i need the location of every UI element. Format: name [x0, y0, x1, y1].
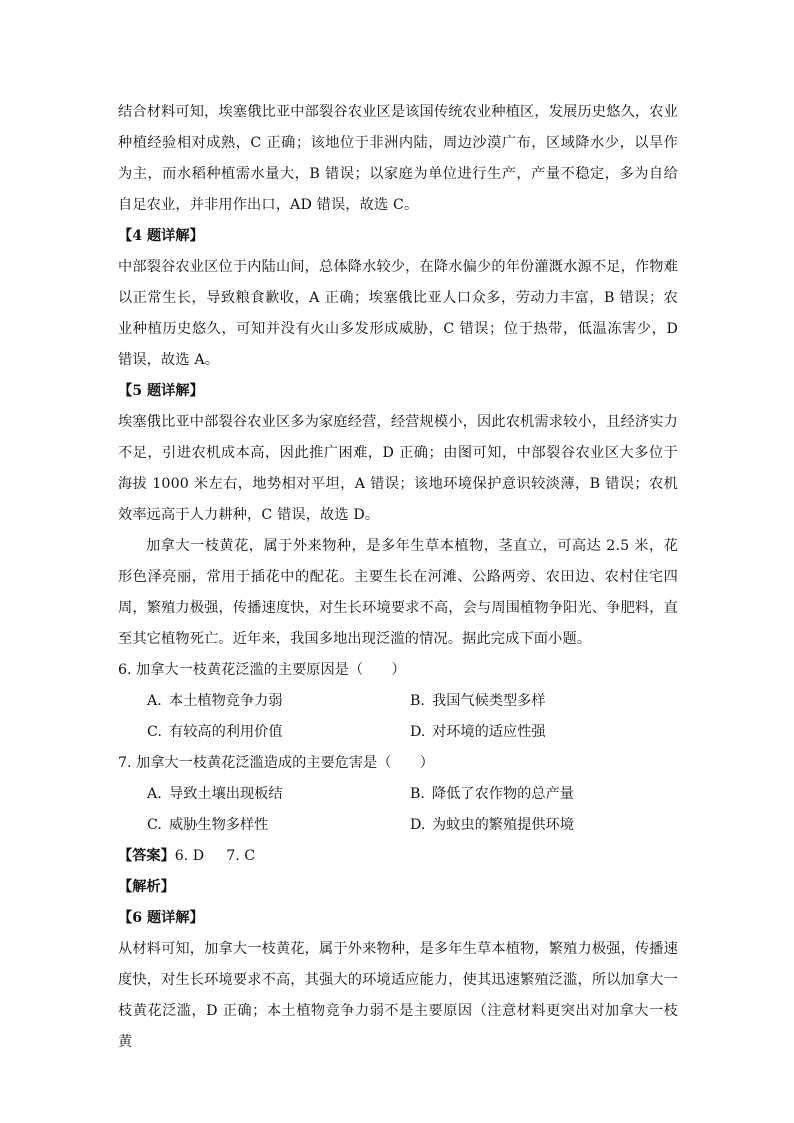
question-7-options: [118, 779, 678, 841]
q6-explanation: 从材料可知，加拿大一枝黄花，属于外来物种，是多年生草本植物，繁殖力极强，传播速度快，对生长环境要求不高，其强大的环境适应能力，使其迅速繁殖泛滥，所以加拿大一枝黄花泛滥，D 正确；本土植物竞争力弱不是主要原因（注意材料更突出对加拿大一枝黄: [118, 941, 678, 1050]
q5-heading: 【5 题详解】: [118, 383, 204, 399]
analysis-heading: 【解析】: [118, 879, 175, 895]
option-label: C.: [147, 817, 162, 833]
q6-option-c: [147, 717, 410, 748]
option-text: 降低了农作物的总产量: [432, 786, 574, 802]
q3-explanation: 结合材料可知，埃塞俄比亚中部裂谷农业区是该国传统农业种植区，发展历史悠久，农业种植经验相对成熟，C 正确；该地位于非洲内陆，周边沙漠广布，区域降水少，以旱作为主，而水稻种植需水量大，B 错误；以家庭为单位进行生产，产量不稳定，多为自给自足农业，并非用作出口，AD 错误，故选 C。: [118, 104, 678, 213]
q5-explanation: 埃塞俄比亚中部裂谷农业区多为家庭经营，经营规模小，因此农机需求较小，且经济实力不足，引进农机成本高，因此推广困难，D 正确；由图可知，中部裂谷农业区大多位于海拔 1000 米左右，地势相对平坦，A 错误；该地环境保护意识较淡薄，B 错误；农机效率远高于人力耕种，C 错误，故选 D。: [118, 414, 678, 523]
option-text: 我国气候类型多样: [432, 693, 546, 709]
option-label: A.: [147, 786, 162, 802]
document-page: [118, 97, 678, 1058]
q7-option-d: [410, 810, 670, 841]
material-passage: 加拿大一枝黄花，属于外来物种，是多年生草本植物，茎直立，可高达 2.5 米，花形色泽亮丽，常用于插花中的配花。主要生长在河滩、公路两旁、农田边、农村住宅四周，繁殖力极强，传播速度快，对生长环境要求不高，会与周围植物争阳光、争肥料，直至其它植物死亡。近年来，我国多地出现泛滥的情况。据此完成下面小题。: [118, 538, 678, 647]
option-text: 威胁生物多样性: [169, 817, 269, 833]
option-label: D.: [410, 724, 426, 740]
option-label: C.: [147, 724, 162, 740]
option-text: 本土植物竞争力弱: [169, 693, 283, 709]
option-label: A.: [147, 693, 162, 709]
answer-line: [118, 841, 678, 872]
answer-label: 【答案】: [118, 848, 175, 864]
q7-option-b: [410, 779, 670, 810]
option-text: 导致土壤出现板结: [169, 786, 283, 802]
option-text: 有较高的利用价值: [169, 724, 283, 740]
q7-option-c: [147, 810, 410, 841]
q4-explanation: 中部裂谷农业区位于内陆山间，总体降水较少，在降水偏少的年份灌溉水源不足，作物难以正常生长，导致粮食歉收，A 正确；埃塞俄比亚人口众多，劳动力丰富，B 错误；农业种植历史悠久，可知并没有火山多发形成威胁，C 错误；位于热带，低温冻害少，D 错误，故选 A。: [118, 259, 678, 368]
question-6-options: [118, 686, 678, 748]
option-text: 对环境的适应性强: [432, 724, 546, 740]
answer-7: 7. C: [226, 848, 256, 864]
option-label: D.: [410, 817, 426, 833]
answer-6: 6. D: [174, 848, 205, 864]
option-label: B.: [410, 693, 425, 709]
q7-option-a: [147, 779, 410, 810]
option-label: B.: [410, 786, 425, 802]
q6-option-b: [410, 686, 670, 717]
question-6-stem: 6. 加拿大一枝黄花泛滥的主要原因是（ ）: [118, 662, 406, 678]
q4-heading: 【4 题详解】: [118, 228, 204, 244]
question-7-stem: 7. 加拿大一枝黄花泛滥造成的主要危害是（ ）: [118, 755, 434, 771]
option-text: 为蚊虫的繁殖提供环境: [432, 817, 574, 833]
q6-option-a: [147, 686, 410, 717]
q6-heading: 【6 题详解】: [118, 910, 204, 926]
q6-option-d: [410, 717, 670, 748]
